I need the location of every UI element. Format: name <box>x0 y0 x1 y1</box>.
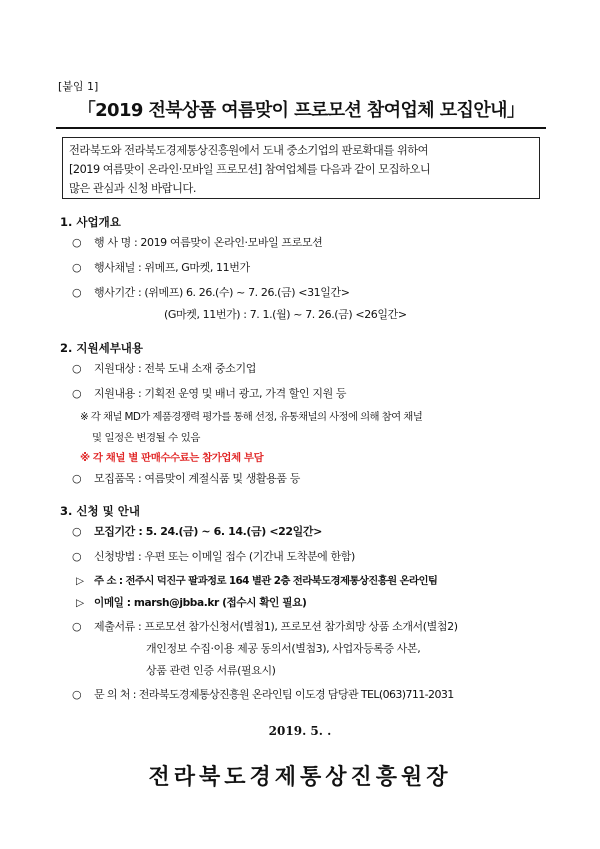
contact-info: ○ 문 의 처 : 전라북도경제통상진흥원 온라인팀 이도경 담당관 TEL(063)711-2031 <box>72 686 454 704</box>
submit-docs-cont-2: 상품 관련 인증 서류(필요시) <box>146 664 276 677</box>
circle-bullet-icon: ○ <box>72 620 82 633</box>
selection-note-2: 및 일정은 변경될 수 있음 <box>92 432 200 444</box>
intro-line-3: 많은 관심과 신청 바랍니다. <box>69 182 196 195</box>
section-3-heading: 3. 신청 및 안내 <box>60 504 140 518</box>
fee-note: ※ 각 채널 별 판매수수료는 참가업체 부담 <box>80 452 264 464</box>
event-channels: ○ 행사채널 : 위메프, G마켓, 11번가 <box>72 259 250 277</box>
submit-docs-cont-1: 개인정보 수집·이용 제공 동의서(별첨3), 사업자등록증 사본, <box>146 642 421 655</box>
section-1-heading: 1. 사업개요 <box>60 215 121 229</box>
section-2-heading: 2. 지원세부내용 <box>60 341 144 355</box>
document-title: 「2019 전북상품 여름맞이 프로모션 참여업체 모집안내」 <box>56 91 546 129</box>
circle-bullet-icon: ○ <box>72 525 82 538</box>
selection-note-1: ※ 각 채널 MD가 제품경쟁력 평가를 통해 선정, 유통채널의 사정에 의해 참여 채널 <box>80 411 423 423</box>
document-date: 2019. 5. . <box>268 724 332 738</box>
circle-bullet-icon: ○ <box>72 362 82 375</box>
intro-line-1: 전라북도와 전라북도경제통상진흥원에서 도내 중소기업의 판로확대를 위하여 <box>69 144 429 157</box>
event-period: ○ 행사기간 : (위메프) 6. 26.(수) ~ 7. 26.(금) <31일간> <box>72 284 350 302</box>
circle-bullet-icon: ○ <box>72 286 82 299</box>
circle-bullet-icon: ○ <box>72 236 82 249</box>
recruit-items: ○ 모집품목 : 여름맞이 계절식품 및 생활용품 등 <box>72 470 300 488</box>
support-target: ○ 지원대상 : 전북 도내 소재 중소기업 <box>72 360 256 378</box>
apply-method: ○ 신청방법 : 우편 또는 이메일 접수 (기간내 도착분에 한함) <box>72 548 355 566</box>
circle-bullet-icon: ○ <box>72 261 82 274</box>
event-name: ○ 행 사 명 : 2019 여름맞이 온라인·모바일 프로모션 <box>72 234 322 252</box>
submit-docs: ○ 제출서류 : 프로모션 참가신청서(별첨1), 프로모션 참가희망 상품 소개서(별첨2) <box>72 618 458 636</box>
arrow-bullet-icon: ▷ <box>76 597 84 609</box>
recruit-period: ○ 모집기간 : 5. 24.(금) ~ 6. 14.(금) <22일간> <box>72 523 322 541</box>
circle-bullet-icon: ○ <box>72 550 82 563</box>
circle-bullet-icon: ○ <box>72 387 82 400</box>
circle-bullet-icon: ○ <box>72 472 82 485</box>
support-content: ○ 지원내용 : 기획전 운영 및 배너 광고, 가격 할인 지원 등 <box>72 385 346 403</box>
intro-line-2: [2019 여름맞이 온라인·모바일 프로모션] 참여업체를 다음과 같이 모집하오니 <box>69 163 431 176</box>
intro-box <box>62 137 540 199</box>
email-info: ▷ 이메일 : marsh@jbba.kr (접수시 확인 필요) <box>76 594 306 612</box>
arrow-bullet-icon: ▷ <box>76 575 84 587</box>
mail-address: ▷ 주 소 : 전주시 덕진구 팔과정로 164 별관 2층 전라북도경제통상진흥원 온라인팀 <box>76 572 437 590</box>
event-period-cont: (G마켓, 11번가) : 7. 1.(월) ~ 7. 26.(금) <26일간> <box>164 308 407 321</box>
circle-bullet-icon: ○ <box>72 688 81 701</box>
issuer-signature: 전라북도경제통상진흥원장 <box>148 764 452 790</box>
attachment-label: [붙임 1] <box>58 80 99 93</box>
